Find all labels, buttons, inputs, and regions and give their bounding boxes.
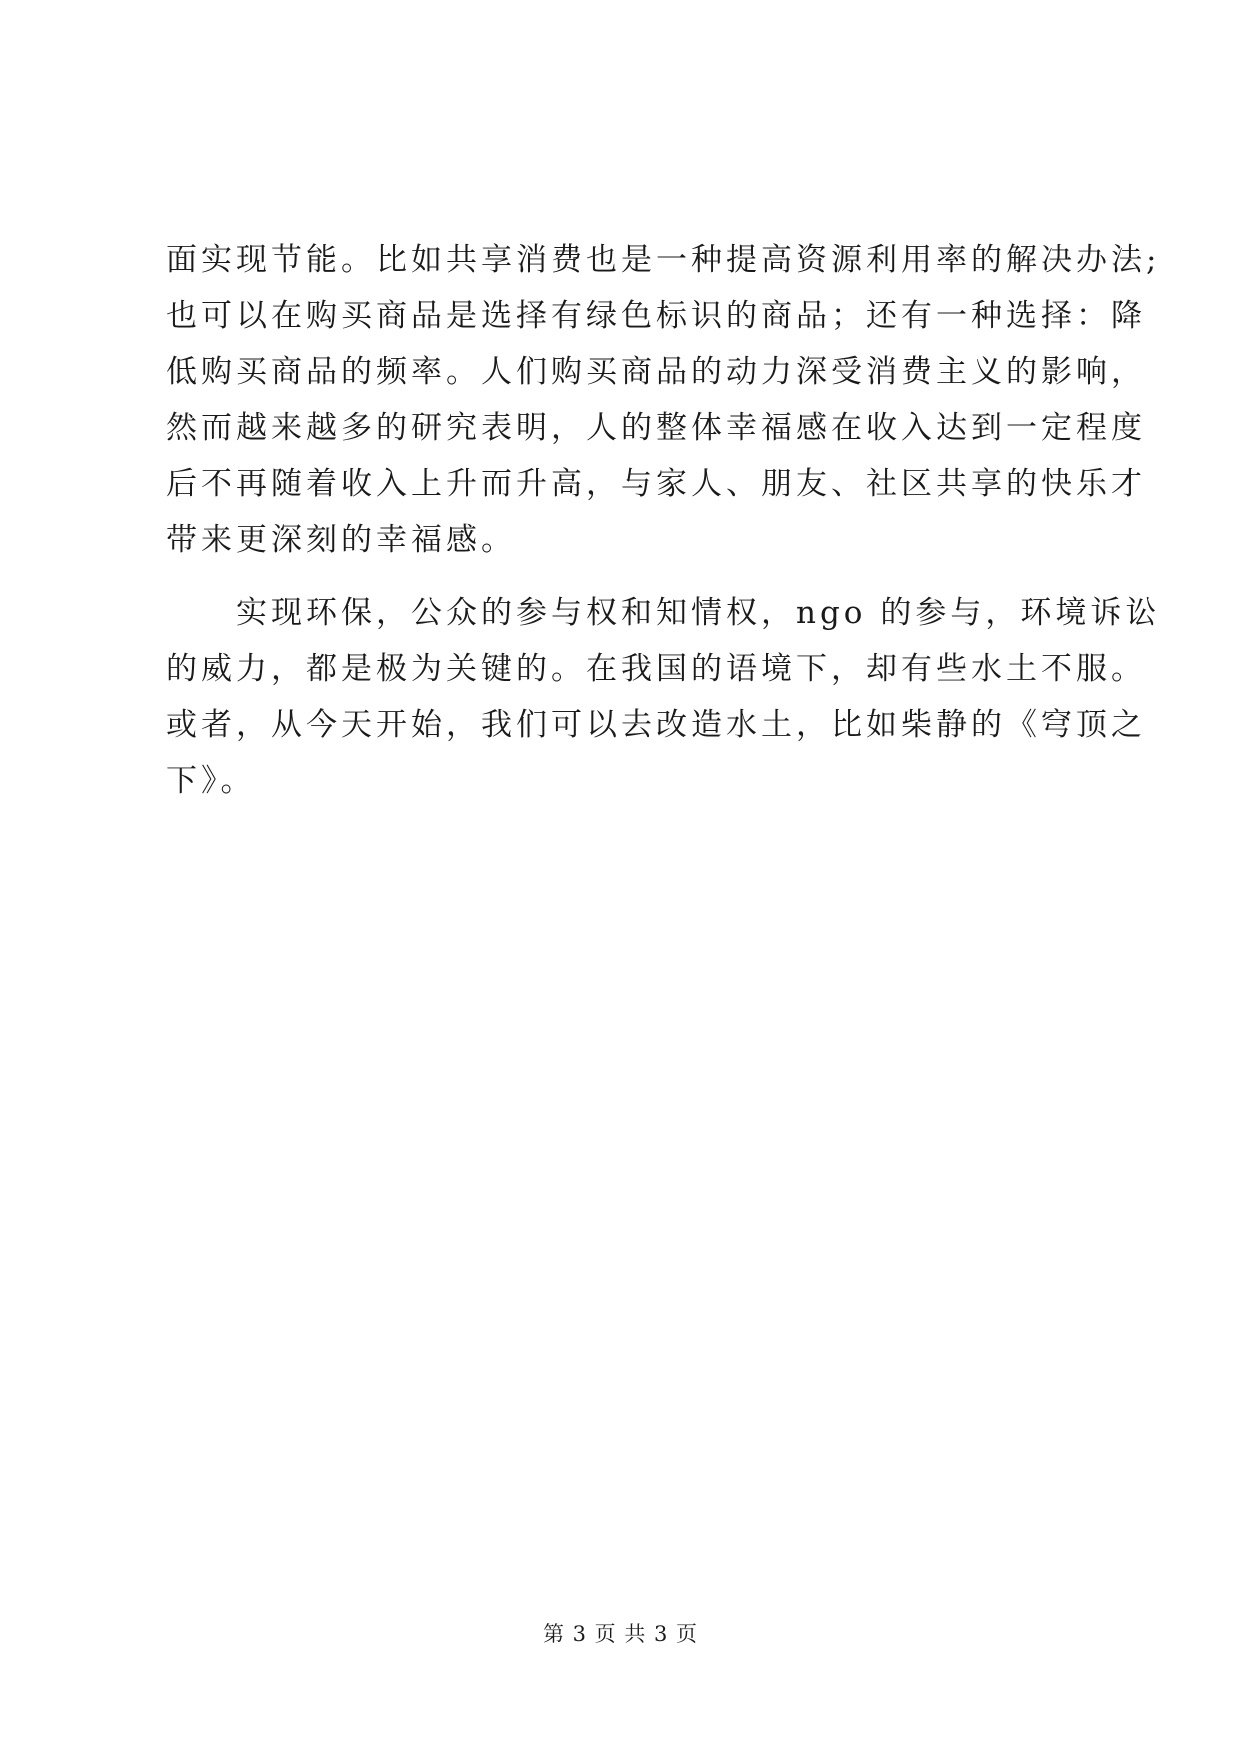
text-line: 或者，从今天开始，我们可以去改造水土，比如柴静的《穹顶之 (166, 707, 1146, 743)
text-line: 面实现节能。比如共享消费也是一种提高资源利用率的解决办法; (166, 242, 1161, 278)
paragraph (166, 585, 1161, 809)
text-line: 也可以在购买商品是选择有绿色标识的商品；还有一种选择：降 (166, 298, 1146, 334)
paragraph (166, 232, 1161, 568)
text-line: 低购买商品的频率。人们购买商品的动力深受消费主义的影响， (166, 354, 1146, 390)
text-line: 实现环保，公众的参与权和知情权，ngo 的参与，环境诉讼 (166, 595, 1161, 631)
text-line: 然而越来越多的研究表明，人的整体幸福感在收入达到一定程度 (166, 410, 1146, 446)
text-line: 带来更深刻的幸福感。 (166, 522, 516, 558)
text-line: 后不再随着收入上升而升高，与家人、朋友、社区共享的快乐才 (166, 466, 1146, 502)
document-body (166, 232, 1161, 809)
page-number: 第 3 页 共 3 页 (542, 1622, 699, 1646)
page-footer (0, 1620, 1241, 1648)
paragraph-spacer (166, 568, 1086, 585)
text-line: 下》。 (166, 763, 256, 799)
text-line: 的威力，都是极为关键的。在我国的语境下，却有些水土不服。 (166, 651, 1146, 687)
